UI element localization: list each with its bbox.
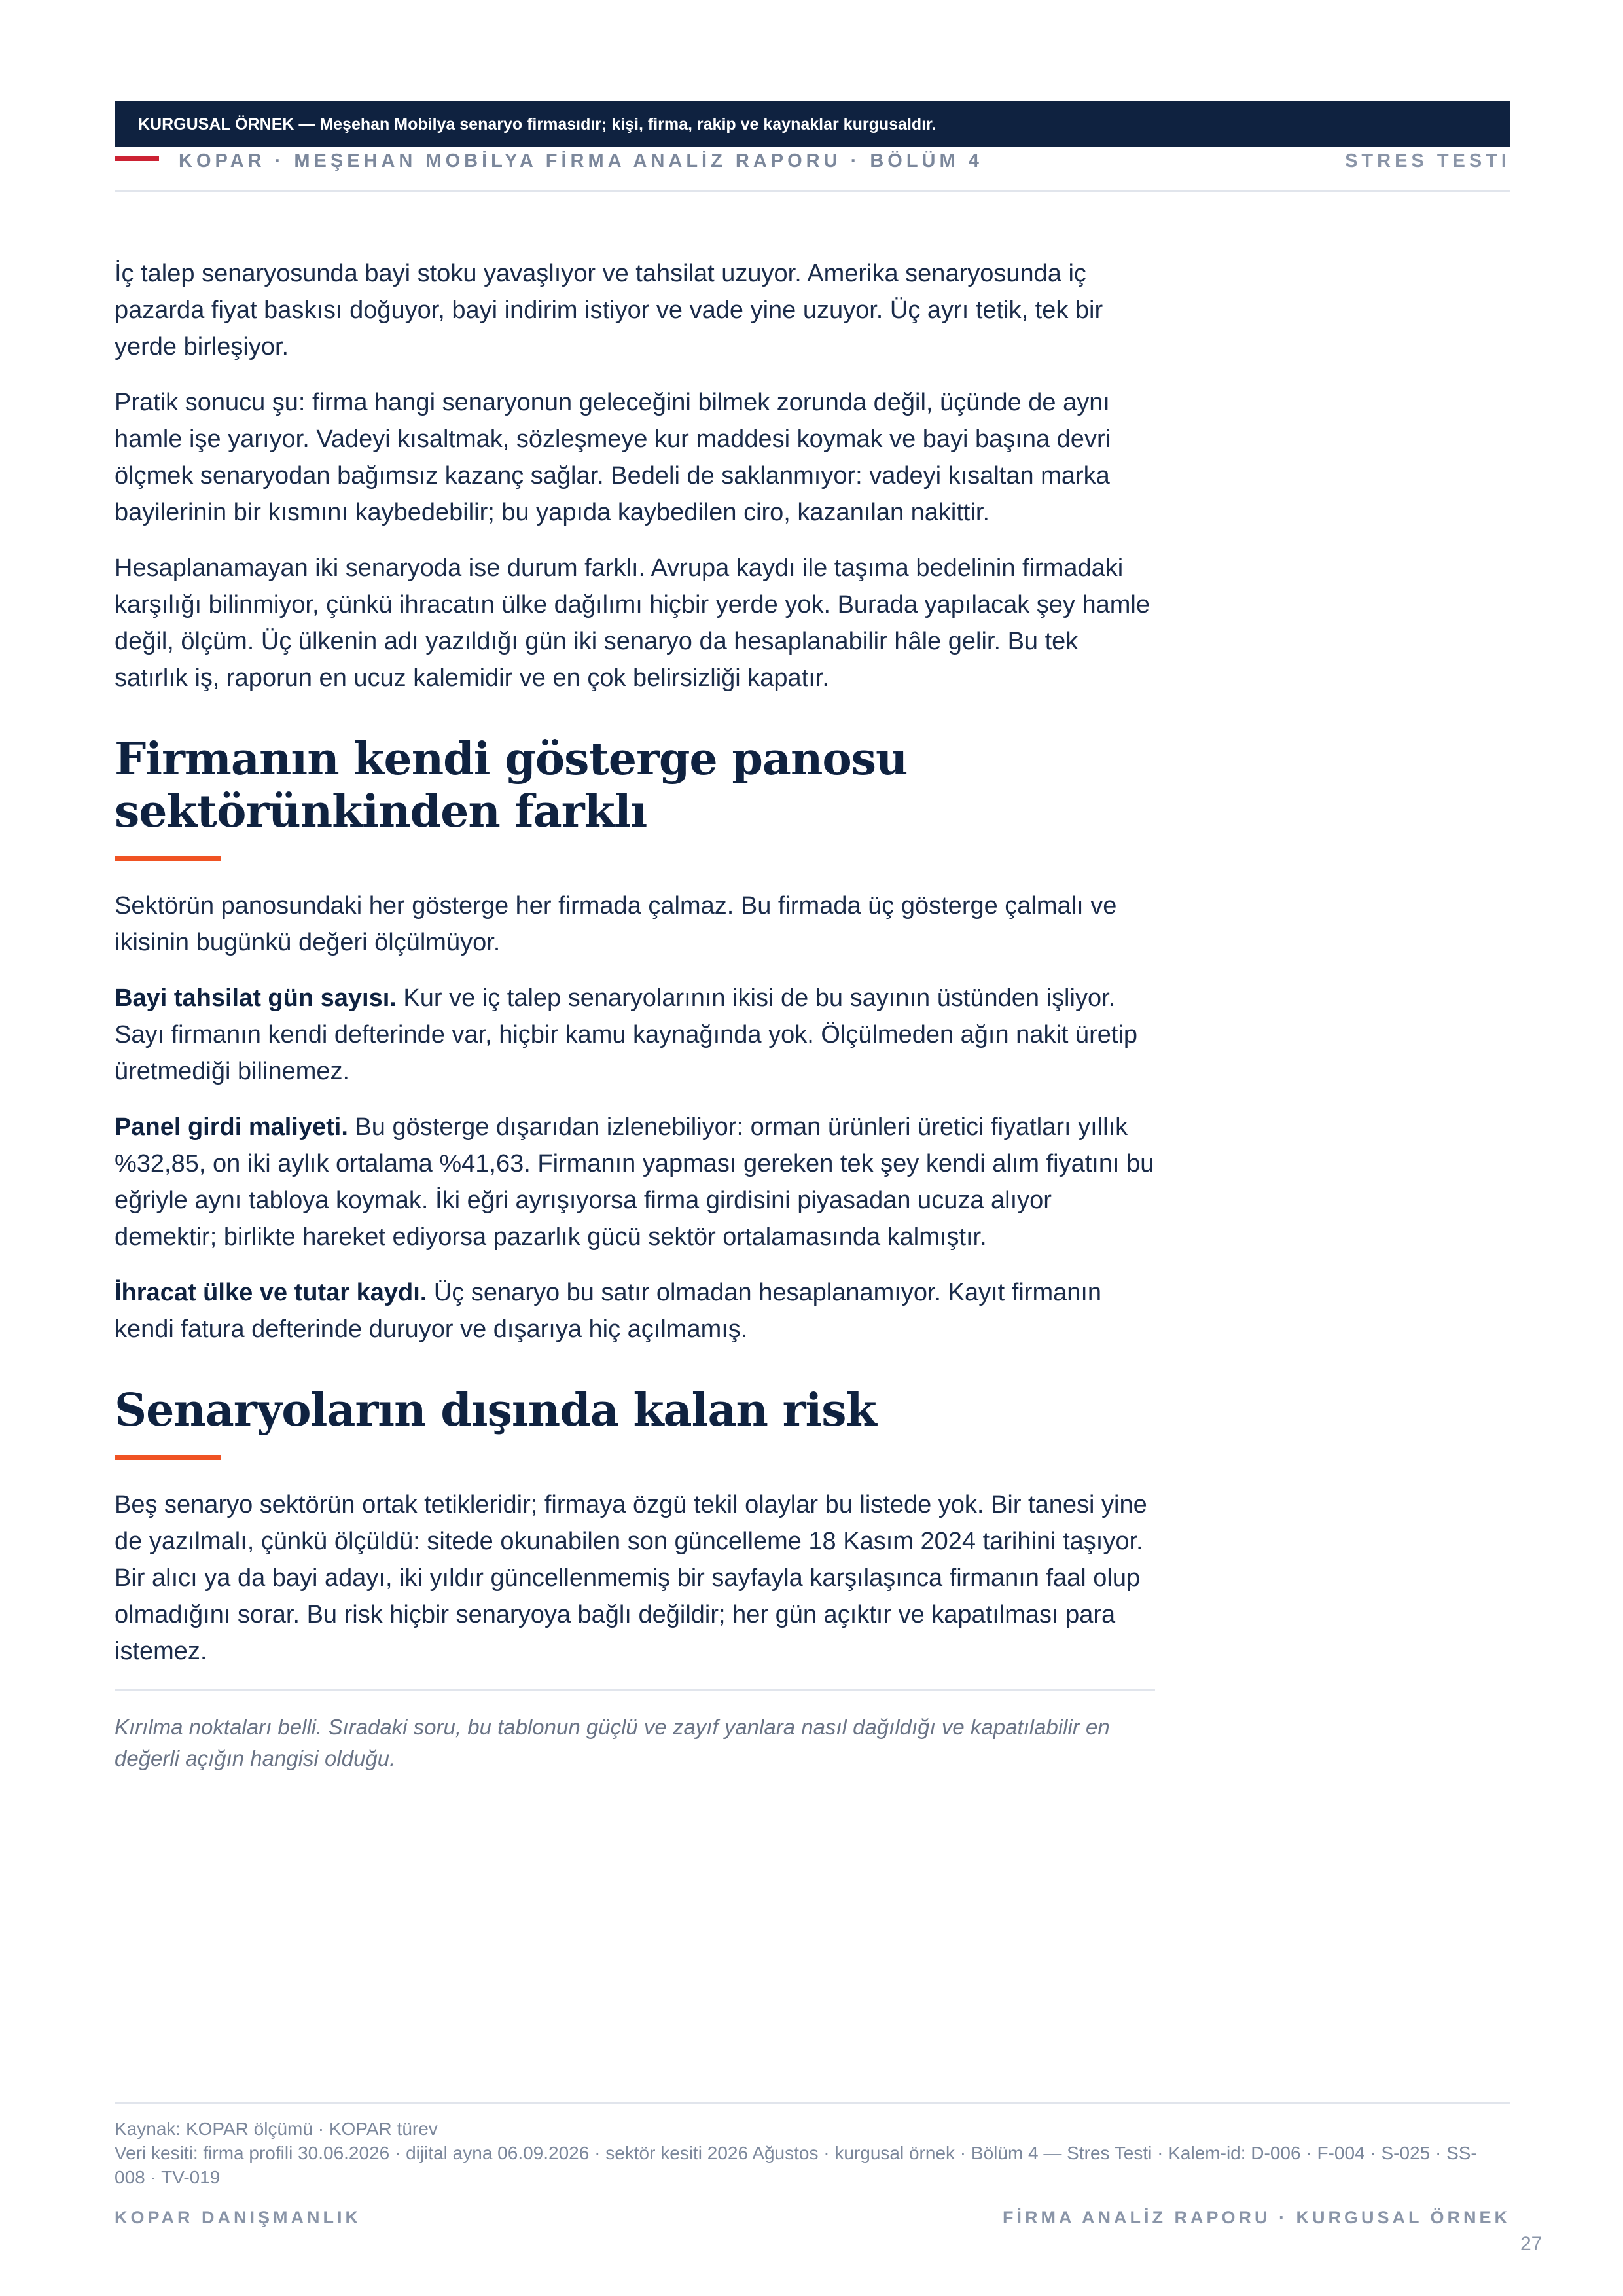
- footer-company: KOPAR DANIŞMANLIK: [115, 2208, 361, 2227]
- footer-source: Kaynak: KOPAR ölçümü · KOPAR türev: [115, 2119, 438, 2139]
- indicator-item-collection-days: [115, 980, 1155, 1090]
- fiction-banner: KURGUSAL ÖRNEK — Meşehan Mobilya senaryo firmasıdır; kişi, firma, rakip ve kaynaklar kurgusaldır.: [115, 101, 1510, 147]
- indicator-item-export-record: [115, 1274, 1155, 1348]
- indicator-term: Panel girdi maliyeti.: [115, 1113, 348, 1141]
- footer-divider: [115, 2102, 1510, 2104]
- heading-underline: [115, 1455, 221, 1460]
- indicator-text: Üç senaryo bu satır olmadan hesaplanamıyor. Kayıt firmanın kendi fatura defterinde duruyor ve dışarıya hiç açılmamış.: [115, 1279, 1102, 1343]
- indicator-term: İhracat ülke ve tutar kaydı.: [115, 1279, 427, 1306]
- section2-paragraph: Beş senaryo sektörün ortak tetikleridir; firmaya özgü tekil olaylar bu listede yok. Bir tanesi yine de yazılmalı, çünkü ölçüldü: sitede okunabilen son güncelleme 18 Kasım 2024 tarihini taşıyor. Bir alıcı ya da bayi adayı, iki yıldır güncellenmemiş bir sayfayla karşılaşınca firmanın faal olup olmadığını sorar. Bu risk hiçbir senaryoya bağlı değildir; her gün açıktır ve kapatılması para istemez.: [115, 1491, 1147, 1665]
- section1-intro: Sektörün panosundaki her gösterge her firmada çalmaz. Bu firmada üç gösterge çalmalı ve ikisinin bugünkü değeri ölçülmüyor.: [115, 892, 1117, 956]
- header-red-mark: [115, 156, 159, 161]
- intro-paragraph-3: Hesaplanamayan iki senaryoda ise durum farklı. Avrupa kaydı ile taşıma bedelinin firmadaki karşılığı bilinmiyor, çünkü ihracatın ülke dağılımı hiçbir yerde yok. Burada yapılacak şey hamle değil, ölçüm. Üç ülkenin adı yazıldığı gün iki senaryo da hesaplanabilir hâle gelir. Bu tek satırlık iş, raporun en ucuz kalemidir ve en çok belirsizliği kapatır.: [115, 554, 1150, 692]
- running-header-title: KOPAR · MEŞEHAN MOBİLYA FİRMA ANALİZ RAPORU · BÖLÜM 4: [179, 151, 983, 171]
- footer-report-label: FİRMA ANALİZ RAPORU · KURGUSAL ÖRNEK: [1003, 2208, 1510, 2227]
- running-header-section: STRES TESTI: [1345, 151, 1510, 171]
- indicator-item-panel-cost: [115, 1109, 1155, 1255]
- closing-divider: [115, 1689, 1155, 1691]
- header-divider: [115, 190, 1510, 192]
- closing-note: Kırılma noktaları belli. Sıradaki soru, bu tablonun güçlü ve zayıf yanlara nasıl dağıldığı ve kapatılabilir en değerli açığın hangisi olduğu.: [115, 1715, 1110, 1770]
- section-heading-outside-risk: Senaryoların dışında kalan risk: [115, 1384, 876, 1437]
- main-content: [115, 255, 1155, 1774]
- page-number: 27: [1520, 2233, 1543, 2255]
- indicator-text: Bu gösterge dışarıdan izlenebiliyor: orman ürünleri üretici fiyatları yıllık %32,85, on iki aylık ortalama %41,63. Firmanın yapması gereken tek şey kendi alım fiyatını bu eğriyle aynı tabloya koymak. İki eğri ayrışıyorsa firma girdisini piyasadan ucuza alıyor demektir; birlikte hareket ediyorsa pazarlık gücü sektör ortalamasında kalmıştır.: [115, 1113, 1154, 1251]
- footer-data-cut: Veri kesiti: firma profili 30.06.2026 · dijital ayna 06.09.2026 · sektör kesiti 2026 Ağustos · kurgusal örnek · Bölüm 4 — Stres Testi · Kalem-id: D-006 · F-004 · S-025 · SS-008 · TV-019: [115, 2143, 1477, 2187]
- footer-notes: [115, 2117, 1489, 2189]
- intro-paragraph-1: İç talep senaryosunda bayi stoku yavaşlıyor ve tahsilat uzuyor. Amerika senaryosunda iç pazarda fiyat baskısı doğuyor, bayi indirim istiyor ve vade yine uzuyor. Üç ayrı tetik, tek bir yerde birleşiyor.: [115, 260, 1103, 361]
- section-heading-dashboard: Firmanın kendi gösterge panosu sektörünkinden farklı: [115, 733, 908, 838]
- indicator-term: Bayi tahsilat gün sayısı.: [115, 984, 397, 1012]
- intro-paragraph-2: Pratik sonucu şu: firma hangi senaryonun geleceğini bilmek zorunda değil, üçünde de aynı hamle işe yarıyor. Vadeyi kısaltmak, sözleşmeye kur maddesi koymak ve bayi başına devri ölçmek senaryodan bağımsız kazanç sağlar. Bedeli de saklanmıyor: vadeyi kısaltan marka bayilerinin bir kısmını kaybedebilir; bu yapıda kaybedilen ciro, kazanılan nakittir.: [115, 389, 1111, 526]
- indicator-text: Kur ve iç talep senaryolarının ikisi de bu sayının üstünden işliyor. Sayı firmanın kendi defterinde var, hiçbir kamu kaynağında yok. Ölçülmeden ağın nakit üretip üretmediği bilinemez.: [115, 984, 1138, 1085]
- heading-underline: [115, 856, 221, 861]
